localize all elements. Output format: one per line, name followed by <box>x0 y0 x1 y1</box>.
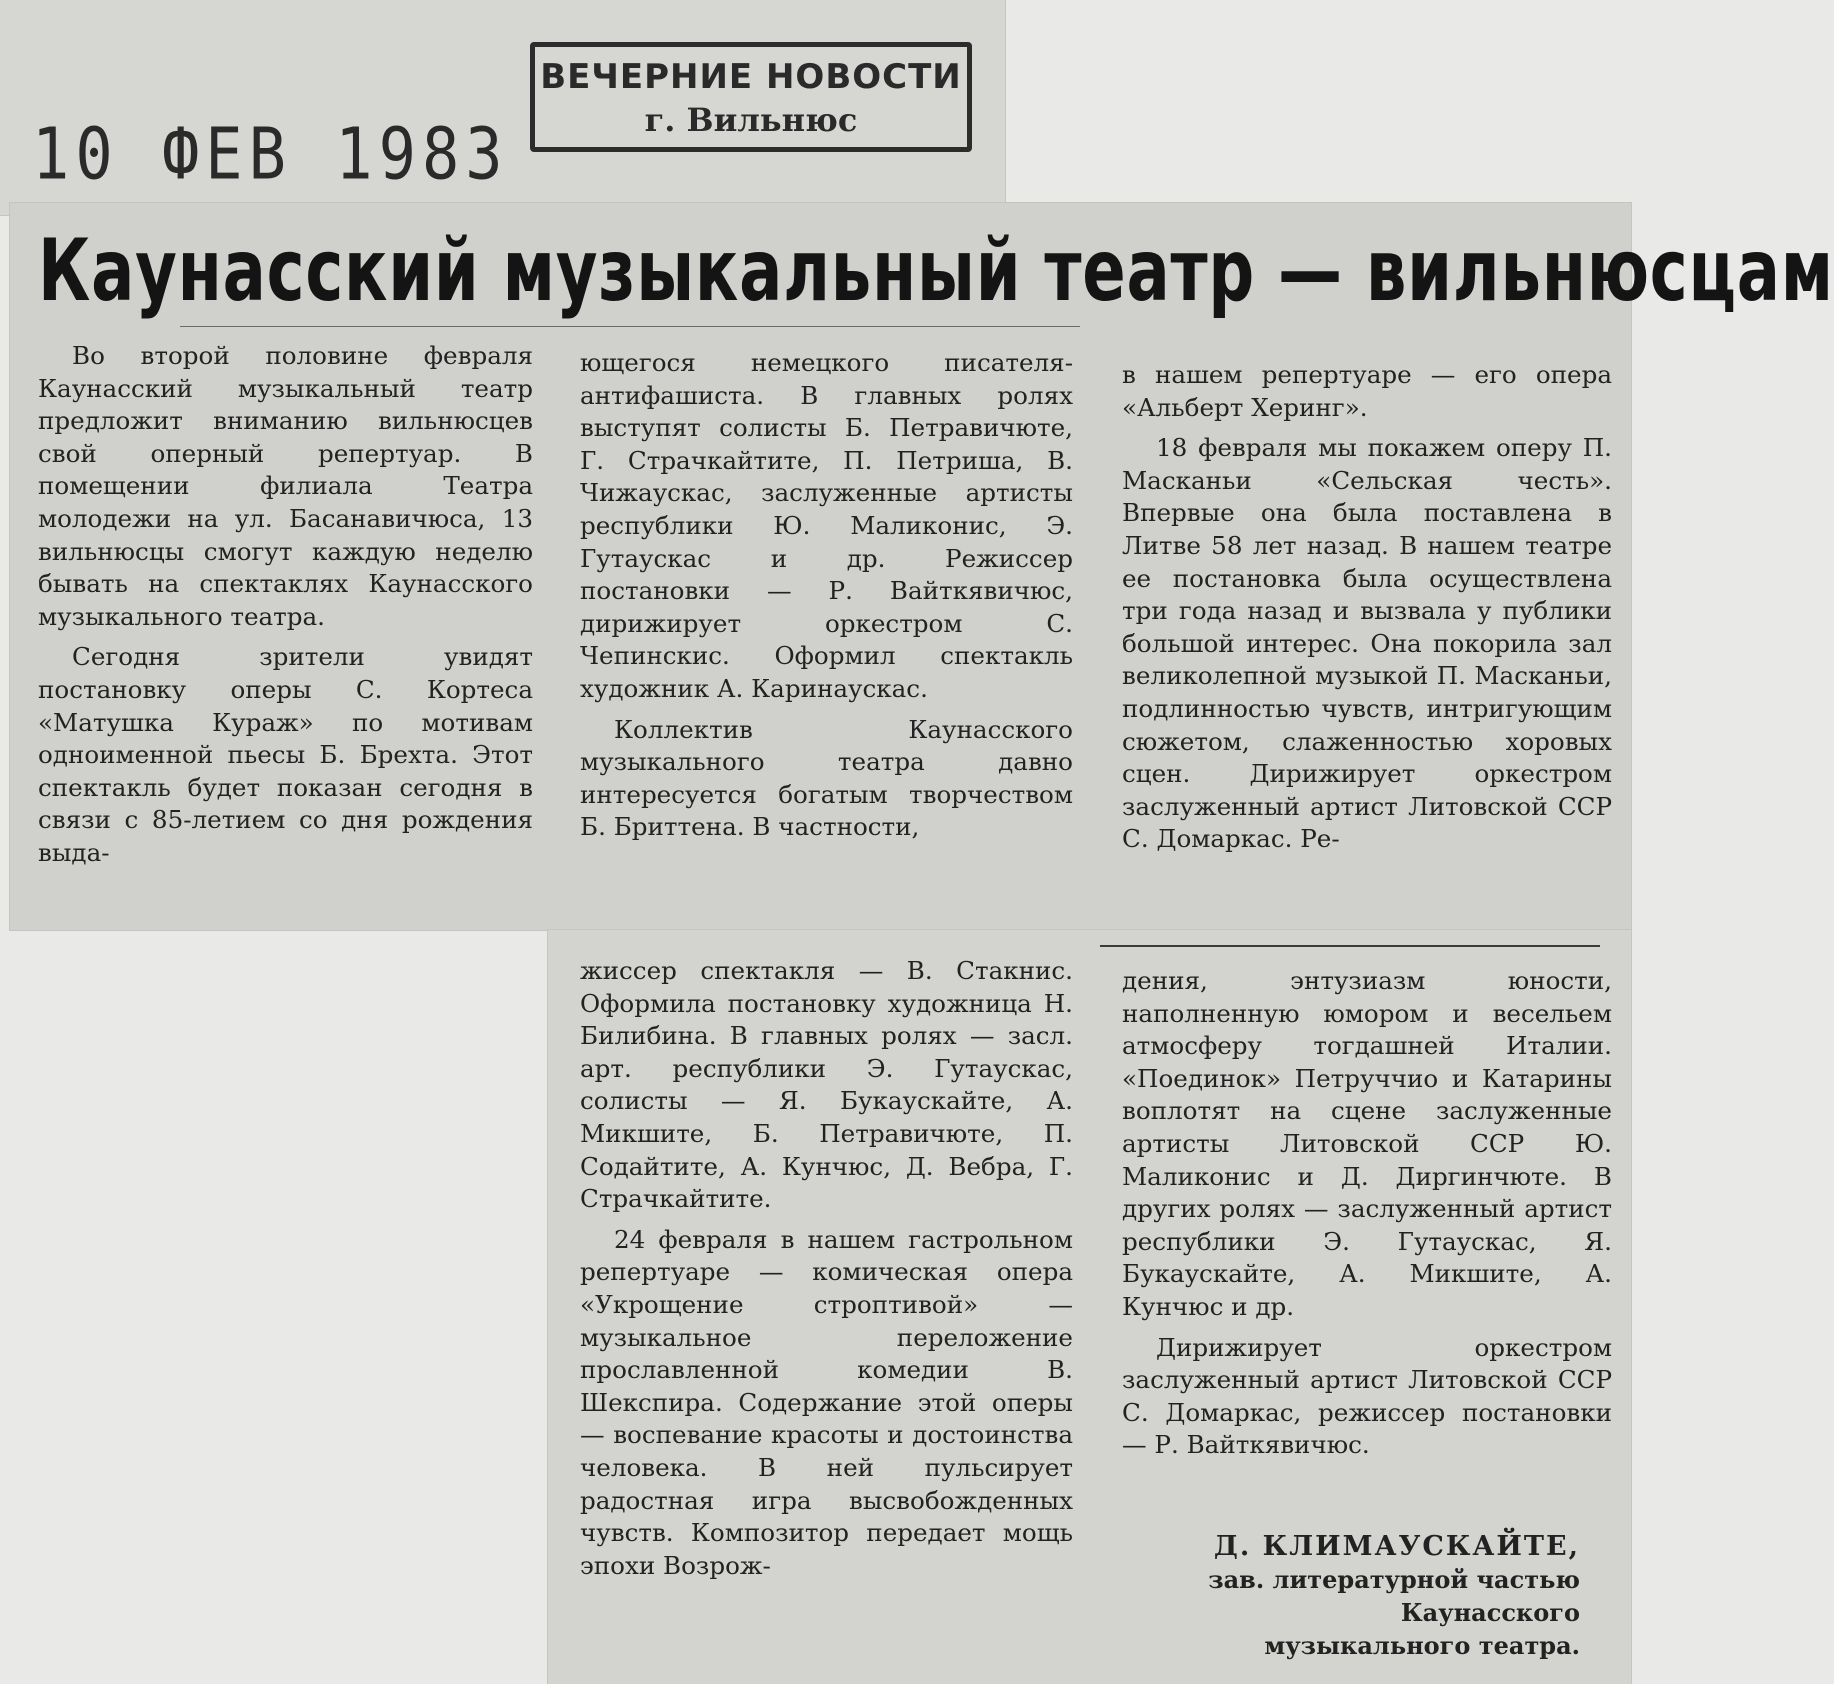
author-name: Д. КЛИМАУСКАЙТЕ, <box>1213 1531 1580 1562</box>
paragraph: Во второй половине февраля Каунасский музыкальный театр предложит вниманию вильнюсцев свой оперный репертуар. В помещении филиала Театра молодежи на ул. Басанавичюса, 13 вильнюсцы смогут каждую неделю бывать на спектаклях Каунасского музыкального театра. <box>38 341 533 631</box>
newspaper-source-stamp <box>530 42 972 152</box>
paragraph: ющегося немецкого писателя-антифашиста. В главных ролях выступят солисты Б. Петравичюте, Г. Страчкайтите, П. Петриша, В. Чижаускас, заслуженные артисты республики Ю. Маликонис, Э. Гутаускас и др. Режиссер постановки — Р. Вайткявичюс, дирижирует оркестром С. Чепинскис. Оформил спектакль художник А. Каринаускас. <box>580 348 1073 703</box>
paragraph: жиссер спектакля — В. Стакнис. Оформила постановку художница Н. Билибина. В главных ролях — засл. арт. республики Э. Гутаускас, солисты — Я. Букаускайте, А. Микшите, Б. Петравичюте, П. Содайтите, А. Кунчюс, Д. Вебра, Г. Страчкайтите. <box>580 956 1073 1214</box>
paragraph: Коллектив Каунасского музыкального театра давно интересуется богатым творчеством Б. Бриттена. В частности, <box>580 714 1073 842</box>
paragraph: Сегодня зрители увидят постановку оперы С. Кортеса «Матушка Кураж» по мотивам одноименной пьесы Б. Брехта. Этот спектакль будет показан сегодня в связи с 85-летием со дня рождения выда- <box>38 642 533 867</box>
stamp-newspaper-name: ВЕЧЕРНИЕ НОВОСТИ <box>540 57 962 97</box>
article-headline: Каунасский музыкальный театр — вильнюсцам <box>38 221 1834 321</box>
column-divider-rule <box>1100 945 1600 947</box>
headline-rule <box>180 326 1080 327</box>
paragraph: дения, энтузиазм юности, наполненную юмором и весельем атмосферу тогдашней Италии. «Поединок» Петруччио и Катарины воплотят на сцене заслуженные артисты Литовской ССР Ю. Маликонис и Д. Диргинчюте. В других ролях — заслуженный артист республики Э. Гутаускас, Я. Букаускайте, А. Микшите, А. Кунчюс и др. <box>1122 966 1612 1321</box>
author-title-line: Каунасского <box>1400 1598 1580 1627</box>
clipping-header-strip <box>0 0 1005 215</box>
paragraph: 18 февраля мы покажем оперу П. Масканьи «Сельская честь». Впервые она была поставлена в Литве 58 лет назад. В нашем театре ее постановка была осуществлена три года назад и вызвала у публики большой интерес. Она покорила зал великолепной музыкой П. Масканьи, подлинностью чувств, интригующим сюжетом, слаженностью хоровых сцен. Дирижирует оркестром заслуженный артист Литовской ССР С. Домаркас. Ре- <box>1122 433 1612 854</box>
paragraph: 24 февраля в нашем гастрольном репертуаре — комическая опера «Укрощение строптивой» — музыкальное переложение прославленной комедии В. Шекспира. Содержание этой оперы — воспевание красоты и достоинства человека. В ней пульсирует радостная игра высвобожденных чувств. Композитор передает мощь эпохи Возрож- <box>580 1224 1073 1580</box>
stamp-city: г. Вильнюс <box>644 101 858 139</box>
article-column-2 <box>580 347 1073 844</box>
article-column-3 <box>1122 359 1612 856</box>
author-signature <box>1140 1530 1580 1662</box>
author-title-line: музыкального театра. <box>1264 1631 1580 1660</box>
paragraph: Дирижирует оркестром заслуженный артист Литовской ССР С. Домаркас, режиссер постановки — Р. Вайткявичюс. <box>1122 1332 1612 1460</box>
author-title-line: зав. литературной частью <box>1208 1565 1580 1594</box>
article-column-4 <box>580 955 1073 1582</box>
article-column-5 <box>1122 965 1612 1462</box>
paragraph: в нашем репертуаре — его опера «Альберт Херинг». <box>1122 360 1612 422</box>
article-column-1 <box>38 340 533 870</box>
date-stamp: 10 ФЕВ 1983 <box>32 112 509 196</box>
